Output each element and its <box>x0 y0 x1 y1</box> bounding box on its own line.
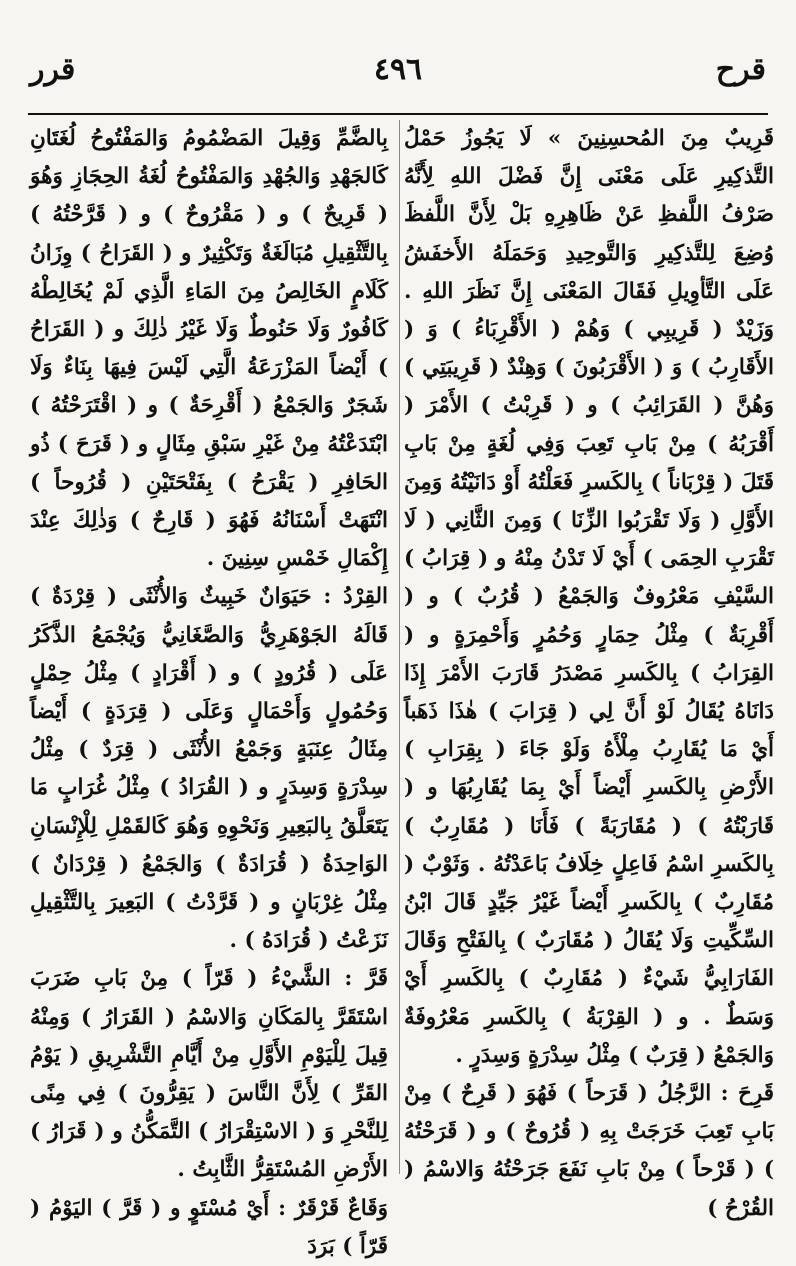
entry-body: : حَيَوَانٌ خَبِيثٌ وَالأُنْثَى ( قِرْدَةٌ ) قَالَهُ الجَوْهَرِيُّ وَالصَّغَانِيُّ وَيُجْمَعُ الذَّكَرُ عَلَى ( قُرُودٍ ) و ( أَقْرَادٍ ) مِثْلُ حِمْلٍ وَحُمُولٍ وَأَحْمَالٍ وَعَلَى ( قِرَدَةٍ ) أَيْضاً مِثَالُ عِنَبَةٍ وَجَمْعُ الأُنْثَى ( قِرَدٌ ) مِثْلُ سِدْرَةٍ وَسِدَرٍ و ( القُرَادُ ) مِثْلُ غُرَابٍ مَا يَتَعَلَّقُ بِالبَعِيرِ وَنَحْوِهِ وَهُوَ كَالقَمْلِ لِلْإِنْسَانِ الوَاحِدَةُ ( قُرَادَةٌ ) وَالجَمْعُ ( قِرْدَانٌ ) مِثْلُ غِرْبَانٍ و ( قَرَّدْتُ ) البَعِيرَ بِالتَّثْقِيلِ نَزَعْتُ ( قُرَادَهُ ) . <box>30 584 388 954</box>
header-left-guide-word: قرر <box>30 52 76 87</box>
entry-qarqar <box>30 1190 388 1266</box>
left-column <box>30 120 388 1259</box>
page-number: ٤٩٦ <box>373 52 423 87</box>
page-header <box>30 40 766 110</box>
entry-body: : الشَّيْءُ ( قَرّاً ) مِنْ بَابِ ضَرَبَ اسْتَقَرَّ بِالمَكَانِ وَالاسْمُ ( القَرَارُ ) وَمِنْهُ قِيلَ لِلْيَوْمِ الأَوَّلِ مِنْ أَيَّامِ التَّشْرِيقِ ( يَوْمُ القَرِّ ) لِأَنَّ النَّاسَ ( يَقِرُّونَ ) فِي مِنًى لِلنَّحْرِ وَ ( الاسْتِقْرَارُ ) التَّمَكُّنُ و ( قَرَارُ ) الأَرْضِ المُسْتَقِرُّ الثَّابِتُ . <box>30 966 388 1183</box>
header-right-guide-word: قرح <box>715 52 766 87</box>
right-column-text: قَرِيبٌ مِنَ المُحسِنِينَ » لَا يَجُوزُ حَمْلُ التَّذكِيرِ عَلَى مَعْنَى إِنَّ فَضْلَ اللهِ لِأَنَّهُ صَرْفُ اللَّفظِ عَنْ ظَاهِرِهِ بَلْ لِأَنَّ اللَّفظَ وُضِعَ لِلتَّذكِيرِ وَالتَّوحِيدِ وَحَمَلَهُ الأَخفَشُ عَلَى التَّأوِيلِ فَقَالَ المَعْنَى إِنَّ نَظَرَ اللهِ . وَزَيْدٌ ( قَرِيبِي ) وَهُمْ ( الأَقْرِبَاءُ ) وَ ( الأَقَارِبُ ) وَ ( الأَقْرَبُونَ ) وَهِنْدٌ ( قَرِيبَتِي ) وَهُنَّ ( القَرَائِبُ ) و ( قَرِبْتُ ) الأَمْرَ ( أَقْرَبُهُ ) مِنْ بَابِ تَعِبَ وَفِي لُغَةٍ مِنْ بَابِ قَتَلَ ( قِرْبَاناً ) بِالكَسرِ فَعَلْتُهُ أَوْ دَانَيْتُهُ وَمِنَ الأَوَّلِ ( وَلَا تَقْرَبُوا الزِّنَا ) وَمِنَ الثَّانِي ( لَا تَقْرَبِ الحِمَى ) أَيْ لَا تَدْنُ مِنْهُ و ( قِرَابُ ) السَّيْفِ مَعْرُوفٌ وَالجَمْعُ ( قُرُبٌ ) و ( أَقْرِبَةٌ ) مِثْلُ حِمَارٍ وَحُمُرٍ وَأَحْمِرَةٍ و ( القِرَابُ ) بِالكَسرِ مَصْدَرُ قَارَبَ الأَمْرَ إِذَا دَانَاهُ يُقَالُ لَوْ أَنَّ لِي ( قِرَابَ ) هٰذَا ذَهَباً أَيْ مَا يُقَارِبُ مِلْأَهُ وَلَوْ جَاءَ ( بِقِرَابِ ) الأَرْضِ بِالكَسرِ أَيْضاً أَيْ بِمَا يُقَارِبُهَا و ( قَارَبْتُهُ ) ( مُقَارَبَةً ) فَأَنَا ( مُقَارِبٌ ) بِالكَسرِ اسْمُ فَاعِلٍ خِلَافُ بَاعَدْتُهُ . وَثَوْبٌ ( مُقَارِبٌ ) بِالكَسرِ أَيْضاً غَيْرُ جَيِّدٍ قَالَ ابْنُ السِّكِّيتِ وَلَا يُقَالُ ( مُقَارَبٌ ) بِالفَتْحِ وَقَالَ الفَارَابِيُّ شَيْءٌ ( مُقَارِبٌ ) بِالكَسرِ أَيْ وَسَطٌ . و ( القِرْبَةُ ) بِالكَسرِ مَعْرُوفَةٌ وَالجَمْعُ ( قِرَبٌ ) مِثْلُ سِدْرَةٍ وَسِدَرٍ . <box>404 126 774 1068</box>
entry-qarra <box>30 960 388 1189</box>
header-rule <box>28 113 768 115</box>
entry-body: : الرَّجُلُ ( قَرَحاً ) فَهُوَ ( قَرِحٌ ) مِنْ بَابِ تَعِبَ خَرَجَتْ بِهِ ( قُرُوحٌ ) و ( قَرَحْتُهُ ) ( قَرْحاً ) مِنْ بَابِ نَفَعَ جَرَحْتُهُ وَالاسْمُ ( القُرْحُ ) <box>404 1081 774 1221</box>
entry-qaraha <box>404 1075 774 1228</box>
entry-head: قَرِحَ <box>737 1081 774 1107</box>
entry-head: وَقَاعٌ قَرْقَرٌ <box>294 1195 388 1221</box>
column-divider <box>399 120 400 1174</box>
left-column-text: بِالضَّمِّ وَقِيلَ المَضْمُومُ وَالمَفْتُوحُ لُغَتَانِ كَالجَهْدِ وَالجُهْدِ وَالمَفْتُوحُ لُغَةُ الحِجَازِ وَهُوَ ( قَرِيحٌ ) و ( مَقْرُوحٌ ) و ( قَرَّحْتُهُ ) بِالتَّثْقِيلِ مُبَالَغَةٌ وَتَكْثِيرٌ و ( القَرَاحُ ) وِزَانُ كَلَامٍ الخَالِصُ مِنَ المَاءِ الَّذِي لَمْ يُخَالِطْهُ كَافُورٌ وَلَا حَنُوطٌ وَلَا غَيْرُ ذٰلِكَ و ( القَرَاحُ ) أَيْضاً المَزْرَعَةُ الَّتِي لَيْسَ فِيهَا بِنَاءٌ وَلَا شَجَرٌ وَالجَمْعُ ( أَقْرِحَةٌ ) و ( اقْتَرَحْتُهُ ) ابْتَدَعْتُهُ مِنْ غَيْرِ سَبْقِ مِثَالٍ و ( قَرَحَ ) ذُو الحَافِرِ ( يَقْرَحُ ) بِفَتْحَتَيْنِ ( قُرُوحاً ) انْتَهَتْ أَسْنَانُهُ فَهُوَ ( قَارِحٌ ) وَذٰلِكَ عِنْدَ إِكْمَالِ خَمْسِ سِنِينَ . <box>30 126 388 572</box>
right-column <box>404 120 774 1221</box>
entry-head: القِرْدُ <box>343 584 388 610</box>
entry-qird <box>30 578 388 960</box>
entry-body: : أَيْ مُسْتَوٍ و ( قَرَّ ) اليَوْمُ ( قَرّاً ) بَرَدَ <box>30 1195 388 1259</box>
entry-head: قَرَّ <box>365 966 388 992</box>
